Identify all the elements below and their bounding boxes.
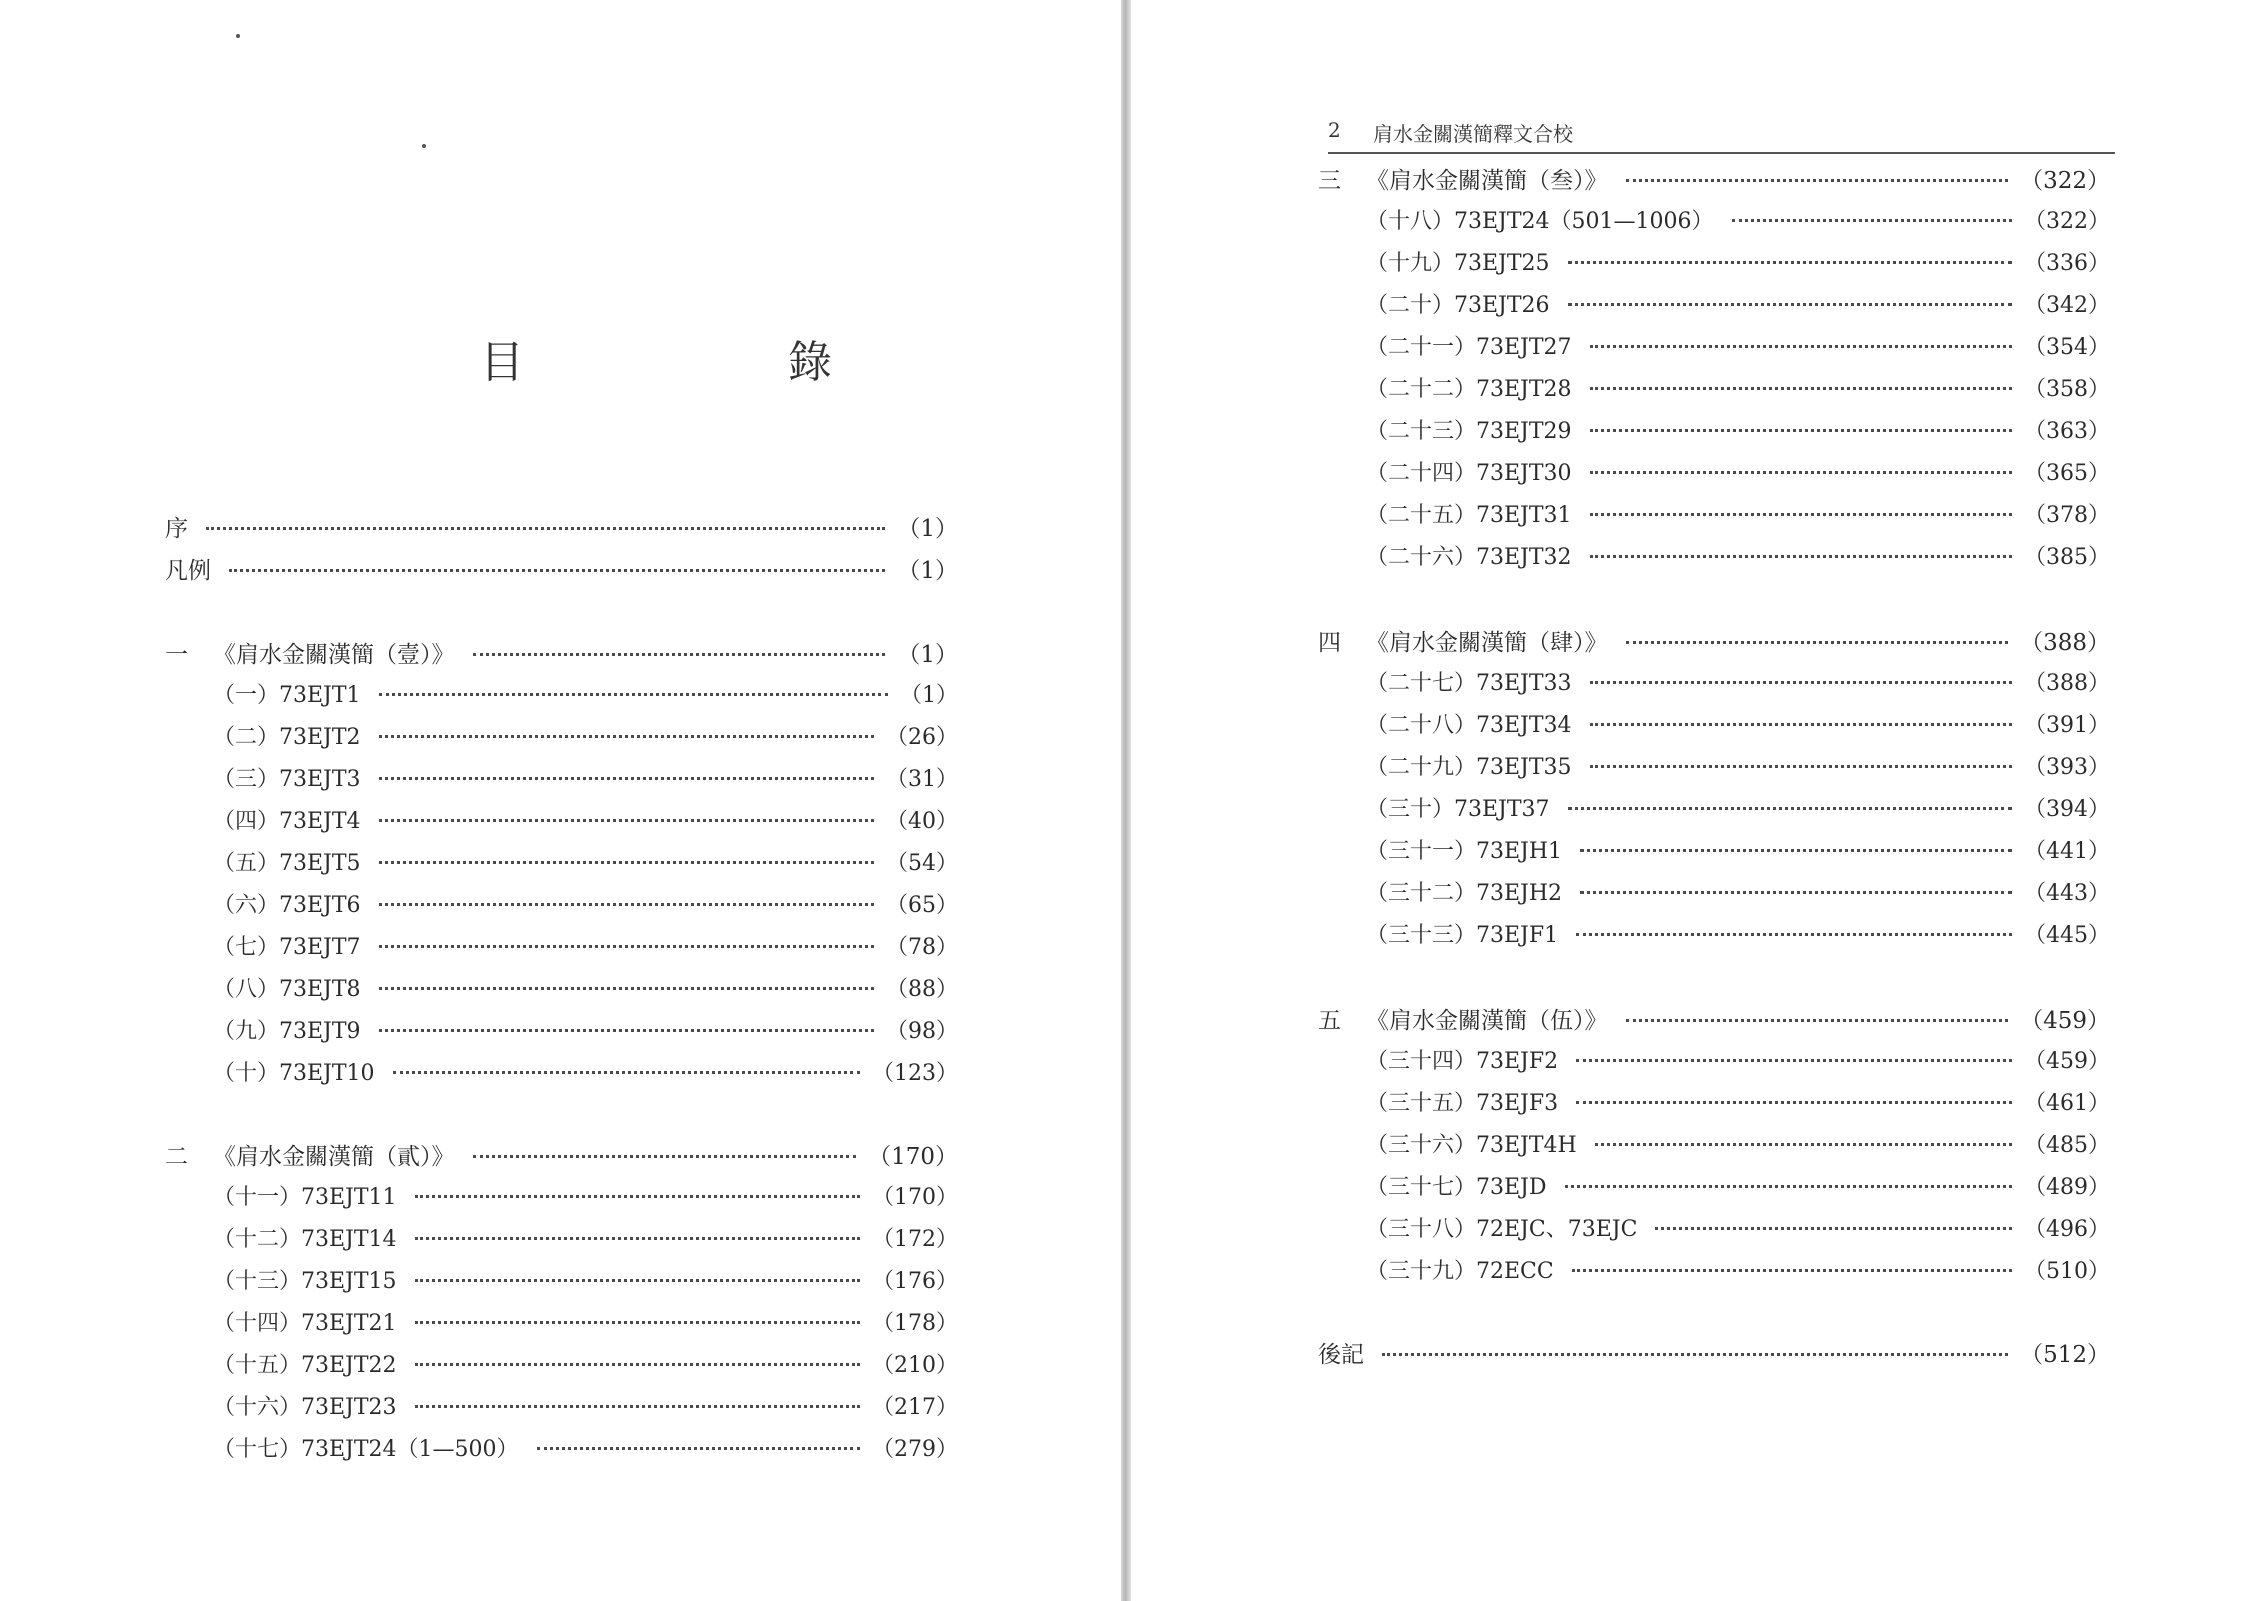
dot-leader — [379, 861, 874, 864]
dot-leader — [206, 527, 885, 530]
toc-page-number: （1） — [897, 516, 958, 542]
toc-entry-label: 凡例 — [165, 558, 211, 584]
toc-entry[interactable] — [1366, 372, 2110, 408]
toc-entry[interactable] — [213, 930, 958, 966]
toc-entry-label: （一）73EJT1 — [213, 683, 361, 708]
toc-page-number: （443） — [2024, 881, 2110, 906]
toc-entry-label: 《肩水金關漢簡（貳）》 — [213, 1144, 455, 1170]
toc-page-number: （363） — [2024, 419, 2110, 444]
dot-leader — [1572, 1269, 2012, 1272]
toc-entry[interactable] — [165, 636, 958, 672]
toc-entry[interactable] — [1318, 162, 2110, 198]
toc-entry[interactable] — [1366, 246, 2110, 282]
toc-entry[interactable] — [1366, 666, 2110, 702]
toc-entry-label: （二十一）73EJT27 — [1366, 335, 1572, 360]
toc-page-number: （65） — [886, 893, 958, 918]
dot-leader — [1576, 1101, 2012, 1104]
running-head-title: 肩水金關漢簡釋文合校 — [1373, 122, 1573, 146]
dot-leader — [473, 653, 886, 656]
toc-page-number: （54） — [886, 851, 958, 876]
toc-entry[interactable] — [213, 888, 958, 924]
toc-entry-label: （三十六）73EJT4H — [1366, 1133, 1577, 1158]
dot-leader — [473, 1155, 857, 1158]
toc-entry-label: （二十二）73EJT28 — [1366, 377, 1572, 402]
toc-entry[interactable] — [1318, 1336, 2110, 1372]
dot-leader — [1626, 179, 2009, 182]
toc-entry[interactable] — [1318, 1002, 2110, 1038]
toc-entry[interactable] — [213, 1222, 958, 1258]
toc-entry[interactable] — [1366, 792, 2110, 828]
toc-entry[interactable] — [213, 1306, 958, 1342]
dot-leader — [1732, 219, 2012, 222]
toc-entry[interactable] — [213, 762, 958, 798]
toc-page-number: （496） — [2024, 1217, 2110, 1242]
toc-entry[interactable] — [1366, 708, 2110, 744]
toc-page-number: （512） — [2020, 1342, 2110, 1368]
dot-leader — [379, 945, 874, 948]
dot-leader — [415, 1195, 860, 1198]
running-header — [1328, 118, 2115, 154]
toc-entry-label: （六）73EJT6 — [213, 893, 361, 918]
toc-entry[interactable] — [213, 720, 958, 756]
dot-leader — [379, 903, 874, 906]
dot-leader — [415, 1279, 860, 1282]
dot-leader — [1568, 807, 2012, 810]
toc-entry[interactable] — [1366, 1212, 2110, 1248]
dot-leader — [1655, 1227, 2012, 1230]
page-number: 2 — [1328, 118, 1341, 142]
dot-leader — [1565, 1185, 2012, 1188]
toc-entry[interactable] — [213, 678, 958, 714]
toc-page-number: （393） — [2024, 755, 2110, 780]
dot-leader — [379, 987, 874, 990]
dot-leader — [1626, 1019, 2009, 1022]
dot-leader — [1580, 849, 2012, 852]
dot-leader — [1590, 345, 2012, 348]
toc-entry[interactable] — [1366, 414, 2110, 450]
dot-leader — [1590, 681, 2012, 684]
toc-page-number: （441） — [2024, 839, 2110, 864]
toc-entry[interactable] — [1366, 288, 2110, 324]
toc-entry-label: （二十八）73EJT34 — [1366, 713, 1572, 738]
section-number: 一 — [165, 642, 188, 668]
toc-page-number: （342） — [2024, 293, 2110, 318]
toc-entry[interactable] — [1366, 456, 2110, 492]
toc-page-number: （178） — [872, 1311, 958, 1336]
toc-entry-label: （十八）73EJT24（501—1006） — [1366, 209, 1714, 234]
toc-entry[interactable] — [1366, 1128, 2110, 1164]
toc-entry-label: （十四）73EJT21 — [213, 1311, 397, 1336]
section-number: 三 — [1318, 168, 1341, 194]
toc-page-number: （365） — [2024, 461, 2110, 486]
toc-page-number: （78） — [886, 935, 958, 960]
toc-page-number: （31） — [886, 767, 958, 792]
toc-entry-label: （三十八）72EJC、73EJC — [1366, 1217, 1638, 1242]
dot-leader — [379, 735, 874, 738]
toc-entry-label: （十六）73EJT23 — [213, 1395, 397, 1420]
toc-entry[interactable] — [1366, 1044, 2110, 1080]
dot-leader — [1590, 555, 2012, 558]
dot-leader — [1590, 723, 2012, 726]
toc-entry-label: （三十四）73EJF2 — [1366, 1049, 1559, 1074]
toc-entry[interactable] — [1366, 498, 2110, 534]
section-number: 四 — [1318, 630, 1341, 656]
toc-entry[interactable] — [1366, 1254, 2110, 1290]
section-number: 五 — [1318, 1008, 1341, 1034]
toc-page-number: （336） — [2024, 251, 2110, 276]
toc-entry[interactable] — [165, 1138, 958, 1174]
toc-entry-label: （十二）73EJT14 — [213, 1227, 397, 1252]
toc-entry-label: 《肩水金關漢簡（伍）》 — [1366, 1008, 1608, 1034]
dot-leader — [1382, 1353, 2008, 1356]
toc-entry[interactable] — [213, 1180, 958, 1216]
toc-entry[interactable] — [1366, 876, 2110, 912]
dot-leader — [415, 1405, 860, 1408]
toc-entry[interactable] — [1366, 918, 2110, 954]
toc-page-number: （354） — [2024, 335, 2110, 360]
toc-entry-label: （二十九）73EJT35 — [1366, 755, 1572, 780]
toc-entry-label: （十）73EJT10 — [213, 1061, 375, 1086]
toc-entry-label: （九）73EJT9 — [213, 1019, 361, 1044]
toc-entry-label: 《肩水金關漢簡（叁）》 — [1366, 168, 1608, 194]
toc-entry-label: （三十）73EJT37 — [1366, 797, 1550, 822]
book-gutter — [1121, 0, 1131, 1601]
toc-entry-label: （三十二）73EJH2 — [1366, 881, 1563, 906]
toc-page-number: （1） — [897, 558, 958, 584]
toc-page-number: （210） — [872, 1353, 958, 1378]
toc-page-number: （217） — [872, 1395, 958, 1420]
toc-page-number: （510） — [2024, 1259, 2110, 1284]
toc-entry[interactable] — [213, 1056, 958, 1092]
toc-entry[interactable] — [213, 804, 958, 840]
toc-entry-label: （二）73EJT2 — [213, 725, 361, 750]
dot-leader — [1595, 1143, 2012, 1146]
toc-entry-label: 序 — [165, 516, 188, 542]
toc-entry[interactable] — [213, 1264, 958, 1300]
toc-entry-label: （十一）73EJT11 — [213, 1185, 397, 1210]
dot-leader — [537, 1447, 860, 1450]
dot-leader — [1576, 1059, 2012, 1062]
toc-entry[interactable] — [213, 1348, 958, 1384]
toc-entry[interactable] — [213, 846, 958, 882]
toc-page-number: （322） — [2024, 209, 2110, 234]
toc-page-number: （26） — [886, 725, 958, 750]
toc-entry-label: （七）73EJT7 — [213, 935, 361, 960]
toc-entry-label: （三十三）73EJF1 — [1366, 923, 1559, 948]
toc-entry[interactable] — [1366, 834, 2110, 870]
toc-entry-label: （二十七）73EJT33 — [1366, 671, 1572, 696]
toc-page-number: （176） — [872, 1269, 958, 1294]
toc-entry[interactable] — [1366, 750, 2110, 786]
toc-entry-label: （十九）73EJT25 — [1366, 251, 1550, 276]
dot-leader — [1590, 471, 2012, 474]
toc-entry-label: （二十六）73EJT32 — [1366, 545, 1572, 570]
dot-leader — [379, 819, 874, 822]
dot-leader — [1590, 387, 2012, 390]
scan-speck — [422, 144, 426, 148]
toc-entry[interactable] — [165, 552, 958, 588]
toc-entry[interactable] — [213, 972, 958, 1008]
toc-entry-label: 《肩水金關漢簡（肆）》 — [1366, 630, 1608, 656]
dot-leader — [1626, 641, 2009, 644]
dot-leader — [379, 1029, 874, 1032]
toc-page-number: （459） — [2024, 1049, 2110, 1074]
toc-page-number: （98） — [886, 1019, 958, 1044]
toc-page-number: （1） — [900, 683, 958, 708]
toc-page-number: （388） — [2024, 671, 2110, 696]
toc-entry[interactable] — [213, 1014, 958, 1050]
toc-entry-label: 後記 — [1318, 1342, 1364, 1368]
toc-entry-label: （十五）73EJT22 — [213, 1353, 397, 1378]
toc-page-number: （485） — [2024, 1133, 2110, 1158]
toc-entry-label: （十三）73EJT15 — [213, 1269, 397, 1294]
dot-leader — [1568, 303, 2012, 306]
toc-entry[interactable] — [213, 1390, 958, 1426]
toc-page-number: （1） — [897, 642, 958, 668]
toc-entry[interactable] — [165, 510, 958, 546]
scan-speck — [236, 34, 240, 38]
toc-entry[interactable] — [1366, 330, 2110, 366]
toc-entry-label: （二十四）73EJT30 — [1366, 461, 1572, 486]
dot-leader — [415, 1363, 860, 1366]
section-number: 二 — [165, 1144, 188, 1170]
toc-page-number: （388） — [2020, 630, 2110, 656]
toc-page-number: （385） — [2024, 545, 2110, 570]
dot-leader — [415, 1237, 860, 1240]
toc-entry-label: （二十五）73EJT31 — [1366, 503, 1572, 528]
toc-page-number: （378） — [2024, 503, 2110, 528]
toc-entry-label: （三）73EJT3 — [213, 767, 361, 792]
toc-entry-label: （三十九）72ECC — [1366, 1259, 1554, 1284]
toc-page-number: （459） — [2020, 1008, 2110, 1034]
toc-page-number: （445） — [2024, 923, 2110, 948]
dot-leader — [379, 777, 874, 780]
dot-leader — [1590, 429, 2012, 432]
toc-page-number: （170） — [868, 1144, 958, 1170]
dot-leader — [379, 693, 888, 696]
toc-page-number: （461） — [2024, 1091, 2110, 1116]
dot-leader — [415, 1321, 860, 1324]
toc-entry[interactable] — [1366, 204, 2110, 240]
toc-entry-label: （四）73EJT4 — [213, 809, 361, 834]
toc-entry[interactable] — [1366, 1170, 2110, 1206]
toc-page-number: （279） — [872, 1437, 958, 1462]
dot-leader — [1590, 765, 2012, 768]
toc-entry-label: 《肩水金關漢簡（壹）》 — [213, 642, 455, 668]
toc-page-number: （358） — [2024, 377, 2110, 402]
toc-entry-label: （三十一）73EJH1 — [1366, 839, 1563, 864]
toc-page-number: （489） — [2024, 1175, 2110, 1200]
dot-leader — [229, 569, 885, 572]
toc-page-number: （170） — [872, 1185, 958, 1210]
toc-page-number: （172） — [872, 1227, 958, 1252]
toc-page-number: （394） — [2024, 797, 2110, 822]
dot-leader — [1568, 261, 2012, 264]
toc-entry-label: （二十）73EJT26 — [1366, 293, 1550, 318]
toc-page-number: （123） — [872, 1061, 958, 1086]
toc-entry-label: （五）73EJT5 — [213, 851, 361, 876]
toc-entry[interactable] — [213, 1432, 958, 1468]
dot-leader — [1580, 891, 2012, 894]
toc-entry-label: （十七）73EJT24（1—500） — [213, 1437, 519, 1462]
toc-page-number: （88） — [886, 977, 958, 1002]
dot-leader — [1590, 513, 2012, 516]
toc-entry-label: （三十五）73EJF3 — [1366, 1091, 1559, 1116]
toc-page-number: （322） — [2020, 168, 2110, 194]
toc-entry[interactable] — [1318, 624, 2110, 660]
toc-entry-label: （三十七）73EJD — [1366, 1175, 1547, 1200]
toc-page-number: （391） — [2024, 713, 2110, 738]
dot-leader — [1576, 933, 2012, 936]
toc-entry[interactable] — [1366, 540, 2110, 576]
toc-entry[interactable] — [1366, 1086, 2110, 1122]
toc-page-number: （40） — [886, 809, 958, 834]
toc-entry-label: （二十三）73EJT29 — [1366, 419, 1572, 444]
page-title: 目 錄 — [480, 337, 942, 388]
dot-leader — [393, 1071, 860, 1074]
toc-entry-label: （八）73EJT8 — [213, 977, 361, 1002]
